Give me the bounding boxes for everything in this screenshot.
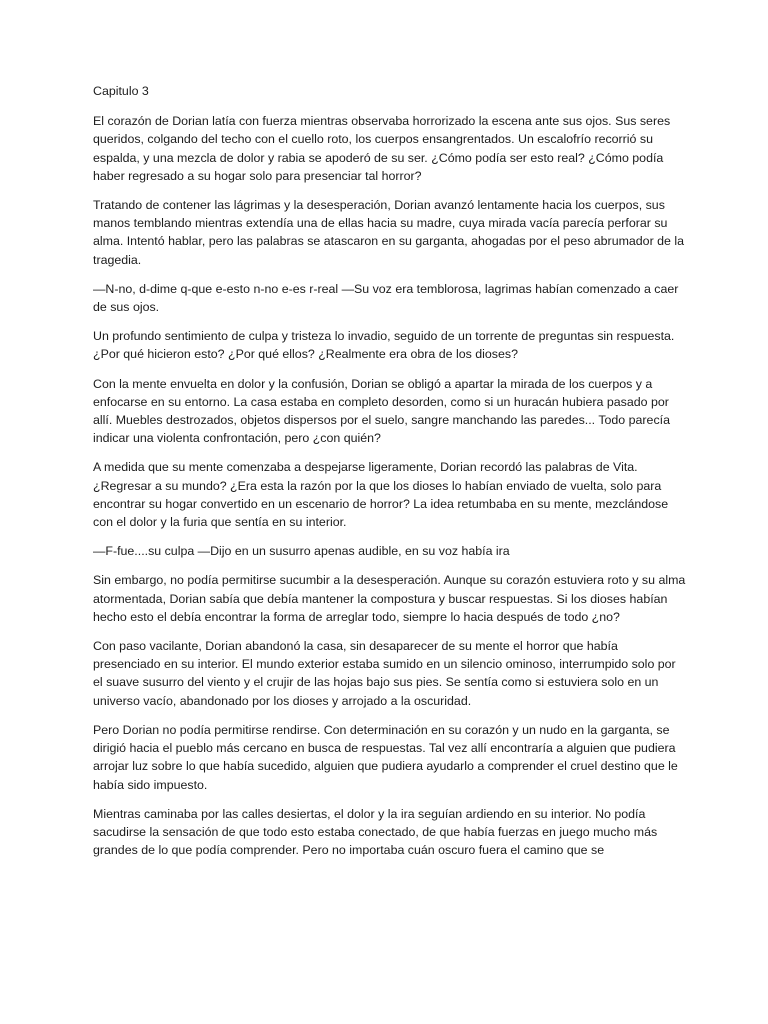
- chapter-title: Capitulo 3: [93, 84, 149, 98]
- paragraph: Con paso vacilante, Dorian abandonó la casa, sin desaparecer de su mente el horror que había presenciado en su interior. El mundo exterior estaba sumido en un silencio ominoso, interrumpido solo por el suave susurro del viento y el crujir de las hojas bajo sus pies. Se sentía como si estuviera solo en un universo vacío, abandonado por los dioses y arrojado a la oscuridad.: [93, 639, 676, 708]
- paragraph: Mientras caminaba por las calles desiertas, el dolor y la ira seguían ardiendo en su interior. No podía sacudirse la sensación de que todo esto estaba conectado, de que había fuerzas en juego mucho más grandes de lo que podía comprender. Pero no importaba cuán oscuro fuera el camino que se: [93, 806, 658, 858]
- paragraph: Un profundo sentimiento de culpa y tristeza lo invadio, seguido de un torrente de preguntas sin respuesta. ¿Por qué hicieron esto? ¿Por qué ellos? ¿Realmente era obra de los dioses?: [93, 329, 675, 362]
- paragraph: Tratando de contener las lágrimas y la desesperación, Dorian avanzó lentamente hacia los cuerpos, sus manos temblando mientras extendía una de ellas hacia su madre, cuya mirada vacía parecía perforar su alma. Intentó hablar, pero las palabras se atascaron en su garganta, ahogadas por el peso abrumador de la tragedia.: [93, 198, 685, 267]
- paragraph: Con la mente envuelta en dolor y la confusión, Dorian se obligó a apartar la mirada de los cuerpos y a enfocarse en su entorno. La casa estaba en completo desorden, como si un huracán hubiera pasado por allí. Muebles destrozados, objetos dispersos por el suelo, sangre manchando las paredes... Todo parecía indicar una violenta confrontación, pero ¿con quién?: [93, 376, 670, 446]
- paragraph: El corazón de Dorian latía con fuerza mientras observaba horrorizado la escena ante sus ojos. Sus seres queridos, colgando del techo con el cuello roto, los cuerpos ensangrentados. Un escalofrío recorrió su espalda, y una mezcla de dolor y rabia se apoderó de su ser. ¿Cómo podía ser esto real? ¿Cómo podía haber regresado a su hogar solo para presenciar tal horror?: [93, 114, 671, 183]
- paragraph: Sin embargo, no podía permitirse sucumbir a la desesperación. Aunque su corazón estuviera roto y su alma atormentada, Dorian sabía que debía mantener la compostura y buscar respuestas. Si los dioses habían hecho esto el debía encontrar la forma de arreglar todo, siempre lo hacia después de todo ¿no?: [93, 573, 686, 624]
- paragraph: —F-fue....su culpa —Dijo en un susurro apenas audible, en su voz había ira: [93, 544, 510, 559]
- paragraph: A medida que su mente comenzaba a despejarse ligeramente, Dorian recordó las palabras de Vita. ¿Regresar a su mundo? ¿Era esta la razón por la que los dioses lo habían enviado de vuelta, solo para encontrar su hogar convertido en un escenario de horror? La idea retumbaba en su mente, mezclándose con el dolor y la furia que sentía en su interior.: [93, 460, 669, 530]
- document-page: [93, 82, 688, 870]
- paragraph: —N-no, d-dime q-que e-esto n-no e-es r-real —Su voz era temblorosa, lagrimas habían comenzado a caer de sus ojos.: [93, 281, 679, 315]
- paragraph: Pero Dorian no podía permitirse rendirse. Con determinación en su corazón y un nudo en la garganta, se dirigió hacia el pueblo más cercano en busca de respuestas. Tal vez allí encontraría a alguien que pudiera arrojar luz sobre lo que había sucedido, alguien que pudiera ayudarlo a comprender el cruel destino que le había sido impuesto.: [93, 722, 678, 792]
